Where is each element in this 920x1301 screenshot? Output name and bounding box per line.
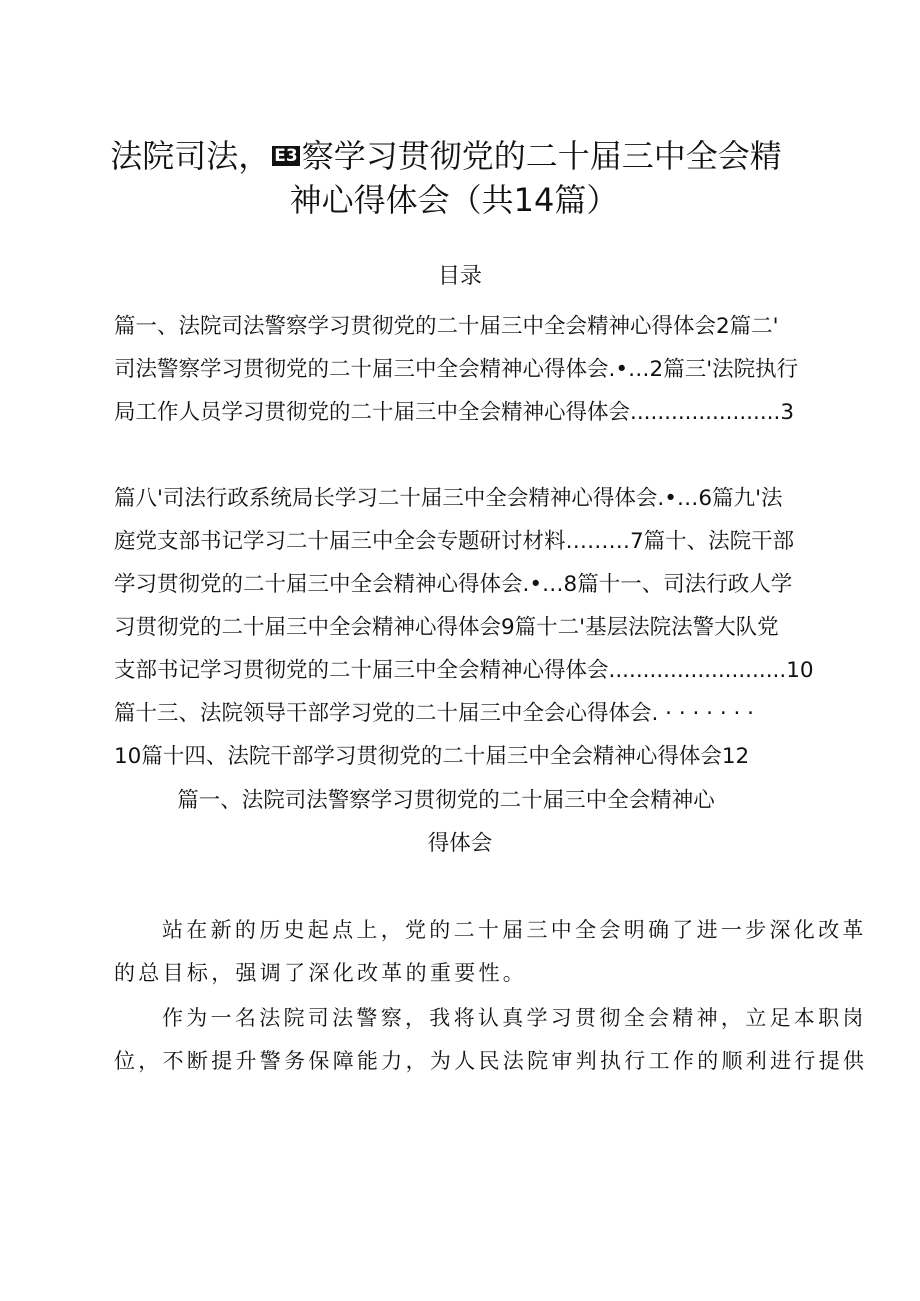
section-title-line-2: 得体会 — [427, 831, 493, 856]
toc-line: 篇八'司法行政系统局长学习二十届三中全会精神心得体会.•…6篇九'法 — [114, 486, 783, 511]
document-title-line-2: 神心得体会（共14篇） — [289, 181, 619, 219]
title-text-before-mark: 法院司法， — [110, 137, 271, 175]
toc-heading: 目录 — [437, 264, 482, 289]
toc-line: 10篇十四、法院干部学习贯彻党的二十届三中全会精神心得体会12 — [114, 744, 750, 769]
scan-artifact-mark: E3 — [274, 146, 298, 166]
section-title-line-1: 篇一、法院司法警察学习贯彻党的二十届三中全会精神心 — [177, 788, 715, 813]
toc-line: 庭党支部书记学习二十届三中全会专题研讨材料………7篇十、法院干部 — [114, 529, 795, 554]
toc-line: 学习贯彻党的二十届三中全会精神心得体会.•…8篇十一、司法行政人学 — [114, 572, 793, 597]
toc-line: 篇一、法院司法警察学习贯彻党的二十届三中全会精神心得体会2篇二' — [114, 314, 779, 339]
toc-line: 篇十三、法院领导干部学习党的二十届三中全会心得体会. · · · · · · · — [114, 701, 755, 726]
toc-line: 习贯彻党的二十届三中全会精神心得体会9篇十二'基层法院法警大队党 — [114, 615, 779, 640]
paragraph-line: 作为一名法院司法警察，我将认真学习贯彻全会精神，立足本职岗 — [162, 1006, 867, 1030]
paragraph-line: 站在新的历史起点上，党的二十届三中全会明确了进一步深化改革 — [162, 918, 867, 942]
toc-line: 司法警察学习贯彻党的二十届三中全会精神心得体会.•…2篇三'法院执行 — [114, 357, 799, 382]
paragraph-line: 位，不断提升警务保障能力，为人民法院审判执行工作的顺利进行提供 — [114, 1049, 868, 1073]
toc-line: 局工作人员学习贯彻党的二十届三中全会精神心得体会......................3 — [114, 400, 795, 425]
document-title-line-1 — [0, 134, 906, 178]
title-text-after-mark: 察学习贯彻党的二十届三中全会精 — [301, 137, 782, 175]
toc-line: 支部书记学习贯彻党的二十届三中全会精神心得体会..........................10 — [114, 658, 814, 683]
paragraph-line: 的总目标，强调了深化改革的重要性。 — [114, 961, 528, 985]
